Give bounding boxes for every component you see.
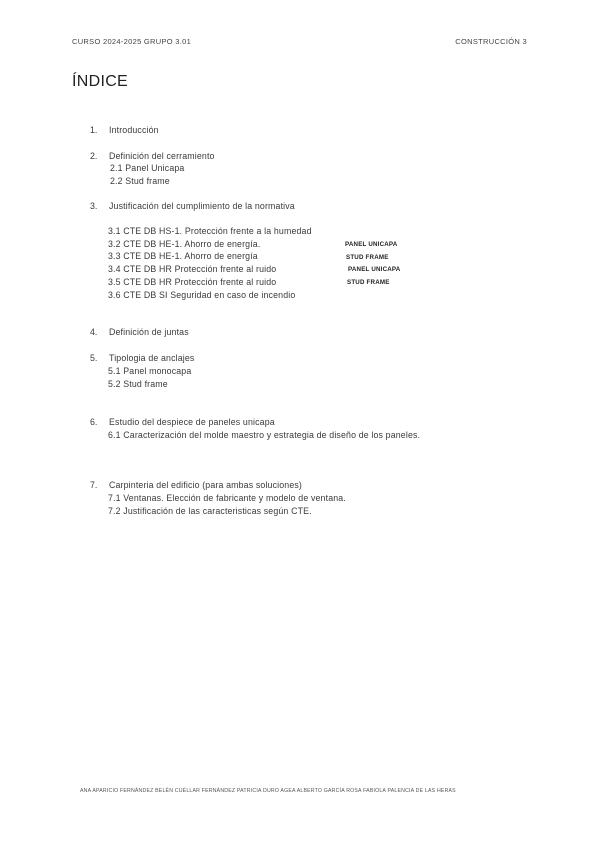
section-title-anclajes: Tipologia de anclajes [109, 353, 195, 363]
subsection-item: 7.1 Ventanas. Elección de fabricante y modelo de ventana. [108, 493, 346, 503]
section-number: 5. [90, 353, 98, 363]
section-title-cerramiento: Definición del cerramiento [109, 151, 215, 161]
section-number: 6. [90, 417, 98, 427]
subsection-item: 5.2 Stud frame [108, 379, 168, 389]
subsection-item: 3.3 CTE DB HE-1. Ahorro de energía [108, 251, 258, 261]
section-number: 1. [90, 125, 98, 135]
subsection-item: 6.1 Caracterización del molde maestro y estrategia de diseño de los paneles. [108, 430, 421, 440]
subsection-item: 3.1 CTE DB HS-1. Protección frente a la humedad [108, 226, 312, 236]
section-title-normativa: Justificación del cumplimiento de la normativa [109, 201, 295, 211]
section-title-despiece: Estudio del despiece de paneles unicapa [109, 417, 275, 427]
solution-tag: STUD FRAME [346, 254, 389, 261]
section-number: 3. [90, 201, 98, 211]
subsection-item: 7.2 Justificación de las caracteristicas según CTE. [108, 506, 312, 516]
page-title: ÍNDICE [72, 73, 129, 90]
section-title-juntas: Definición de juntas [109, 327, 189, 337]
section-title-carpinteria: Carpinteria del edificio (para ambas soluciones) [109, 480, 303, 490]
header-subject: CONSTRUCCIÓN 3 [455, 37, 527, 46]
subsection-item: 2.1 Panel Unicapa [110, 163, 185, 173]
subsection-item: 2.2 Stud frame [110, 176, 170, 186]
section-title-introduccion: Introducción [109, 125, 159, 135]
solution-tag: STUD FRAME [347, 279, 390, 286]
footer-authors: ANA APARICIO FERNÁNDEZ BELÉN CUÉLLAR FERNÁNDEZ PATRICIA DURO AGEA ALBERTO GARCÍA ROSA FABIOLA PALENCIA DE LAS HERAS [80, 788, 456, 794]
subsection-item: 3.6 CTE DB SI Seguridad en caso de incendio [108, 290, 296, 300]
solution-tag: PANEL UNICAPA [345, 241, 398, 248]
solution-tag: PANEL UNICAPA [348, 266, 401, 273]
subsection-item: 5.1 Panel monocapa [108, 366, 192, 376]
subsection-item: 3.5 CTE DB HR Protección frente al ruido [108, 277, 277, 287]
section-number: 4. [90, 327, 98, 337]
header-course-group: CURSO 2024-2025 GRUPO 3.01 [72, 37, 192, 46]
section-number: 7. [90, 480, 98, 490]
subsection-item: 3.4 CTE DB HR Protección frente al ruido [108, 264, 277, 274]
subsection-item: 3.2 CTE DB HE-1. Ahorro de energía. [108, 239, 261, 249]
section-number: 2. [90, 151, 98, 161]
